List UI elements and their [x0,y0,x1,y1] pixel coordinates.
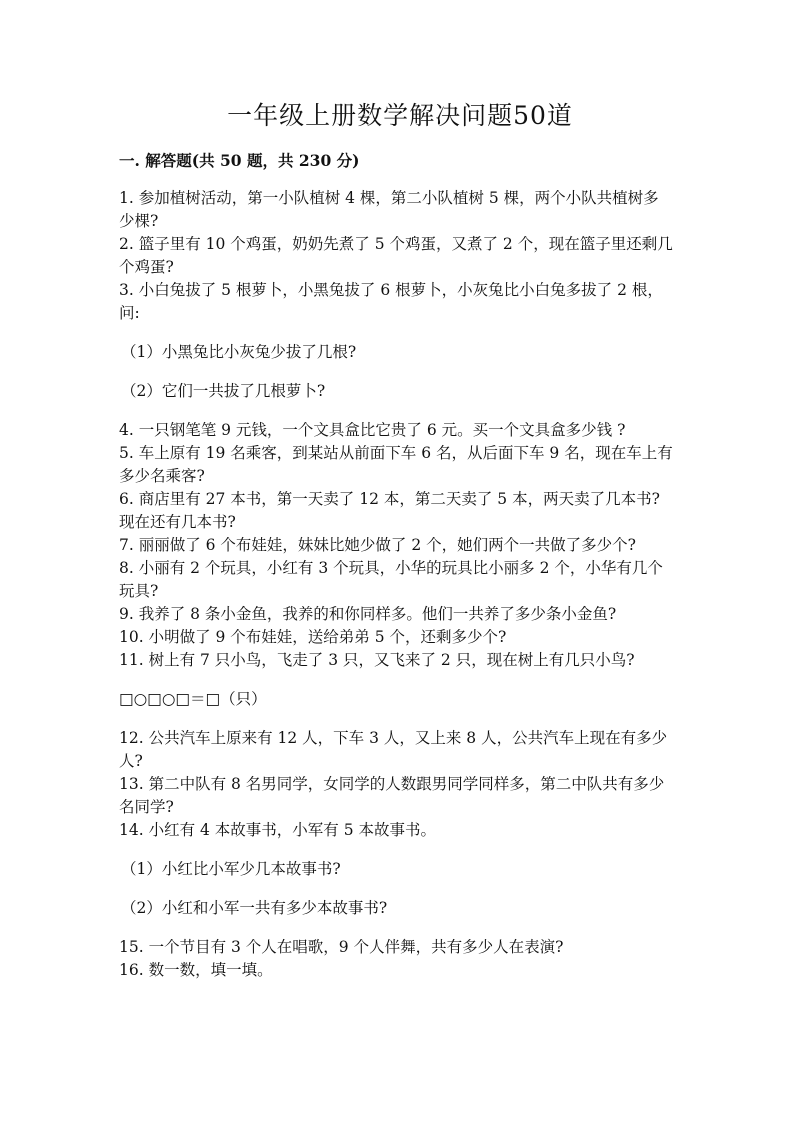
question-15: 15. 一个节目有 3 个人在唱歌，9 个人伴舞，共有多少人在表演? [119,938,564,956]
question-12-line-1: 12. 公共汽车上原来有 12 人，下车 3 人，又上来 8 人，公共汽车上现在有多少 [119,729,668,747]
question-14: 14. 小红有 4 本故事书，小军有 5 本故事书。 [119,821,437,839]
question-11: 11. 树上有 7 只小鸟，飞走了 3 只，又飞来了 2 只，现在树上有几只小鸟? [119,651,635,669]
question-6-line-2: 现在还有几本书? [119,513,236,531]
question-16: 16. 数一数，填一填。 [119,961,273,979]
question-8-line-1: 8. 小丽有 2 个玩具，小红有 3 个玩具，小华的玩具比小丽多 2 个，小华有几个 [119,559,663,577]
question-2-line-2: 个鸡蛋? [119,258,174,276]
question-5-line-2: 多少名乘客? [119,467,205,485]
question-1-line-1: 1. 参加植树活动，第一小队植树 4 棵，第二小队植树 5 棵，两个小队共植树多 [119,189,659,207]
question-10: 10. 小明做了 9 个布娃娃，送给弟弟 5 个，还剩多少个? [119,628,507,646]
question-6-line-1: 6. 商店里有 27 本书，第一天卖了 12 本，第二天卖了 5 本，两天卖了几本书? [119,490,660,508]
question-9: 9. 我养了 8 条小金鱼，我养的和你同样多。他们一共养了多少条小金鱼? [119,605,617,623]
question-14-sub-2: （2）小红和小军一共有多少本故事书? [121,899,388,917]
question-3-sub-1: （1）小黑兔比小灰兔少拔了几根? [121,343,357,361]
question-13-line-1: 13. 第二中队有 8 名男同学，女同学的人数跟男同学同样多，第二中队共有多少 [119,775,665,793]
page-title: 一年级上册数学解决问题50道 [227,101,573,130]
question-11-equation: □○□○□＝□（只） [119,690,267,708]
question-5-line-1: 5. 车上原有 19 名乘客，到某站从前面下车 6 名，从后面下车 9 名，现在车上有 [119,444,673,462]
question-3-sub-2: （2）它们一共拔了几根萝卜? [121,382,326,400]
question-3-line-2: 问: [119,304,140,322]
question-13-line-2: 名同学? [119,798,174,816]
question-14-sub-1: （1）小红比小军少几本故事书? [121,860,341,878]
question-7: 7. 丽丽做了 6 个布娃娃，妹妹比她少做了 2 个，她们两个一共做了多少个? [119,536,636,554]
question-3-line-1: 3. 小白兔拔了 5 根萝卜，小黑兔拔了 6 根萝卜，小灰兔比小白兔多拔了 2 根， [119,281,663,299]
question-2-line-1: 2. 篮子里有 10 个鸡蛋，奶奶先煮了 5 个鸡蛋，又煮了 2 个，现在篮子里还剩几 [119,235,673,253]
section-heading: 一. 解答题(共 50 题，共 230 分) [119,151,360,170]
question-8-line-2: 玩具? [119,582,159,600]
question-12-line-2: 人? [119,752,143,770]
question-4: 4. 一只钢笔笔 9 元钱，一个文具盒比它贵了 6 元。买一个文具盒多少钱 ? [119,421,626,439]
question-1-line-2: 少棵? [119,212,159,230]
